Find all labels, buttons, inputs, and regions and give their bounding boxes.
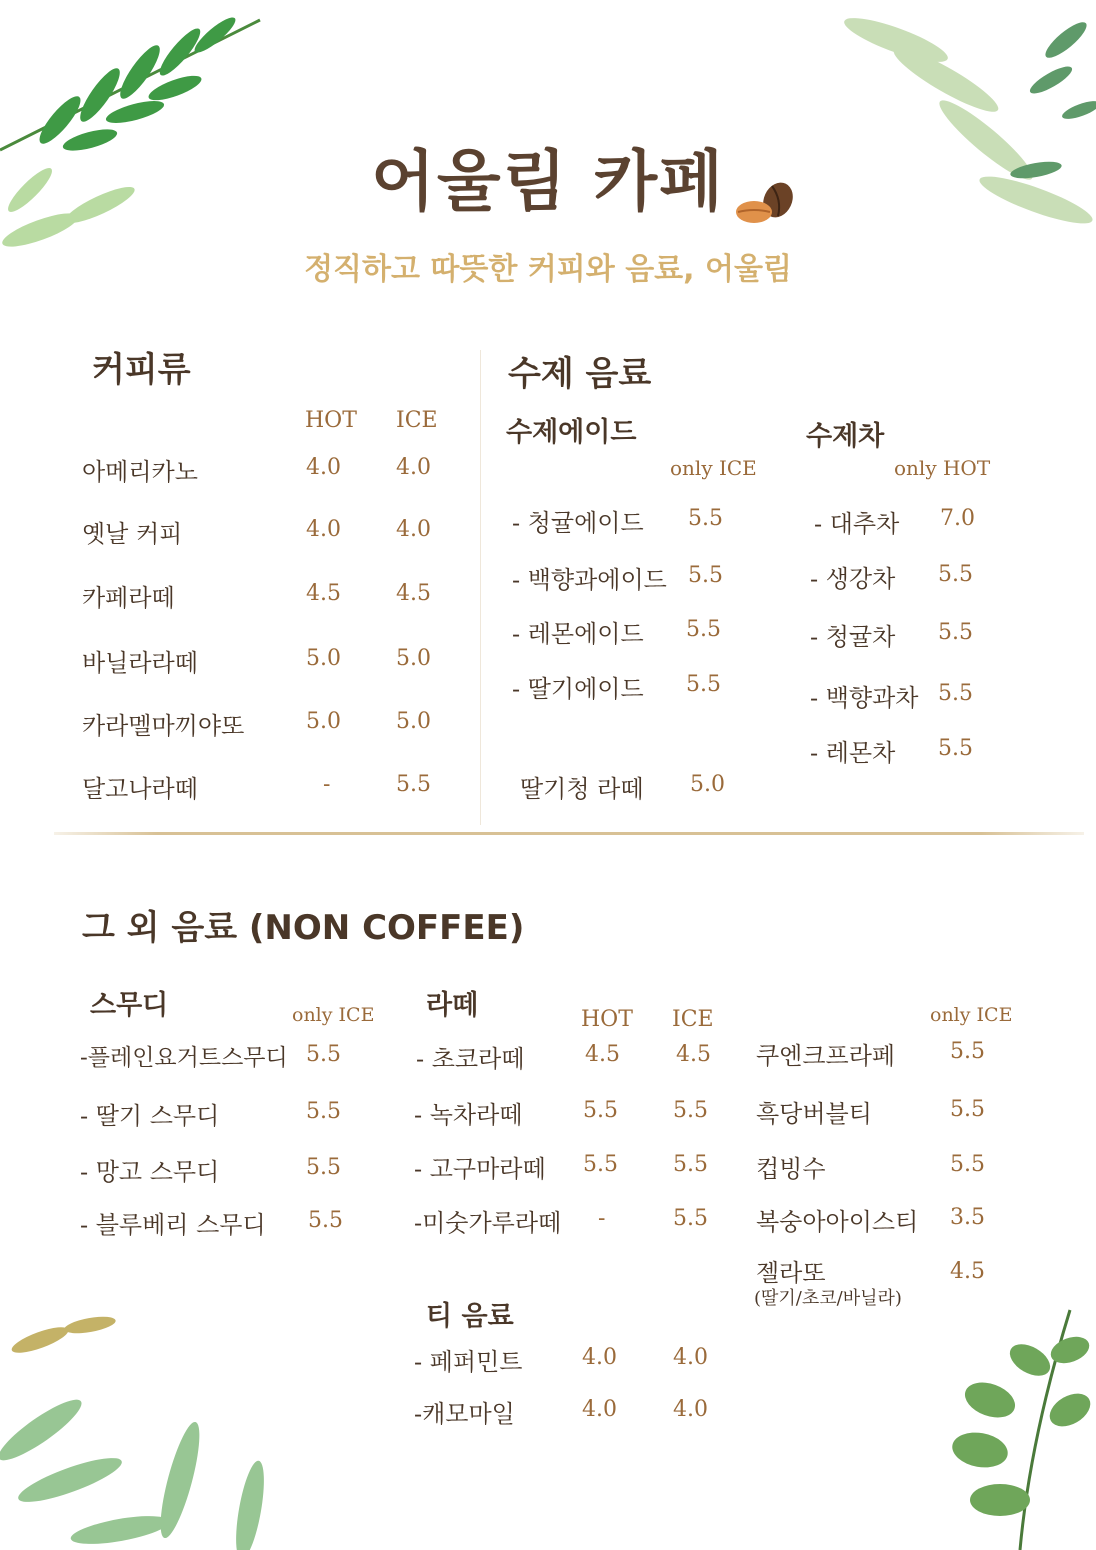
coffee-item-name: 카라멜마끼야또 (82, 712, 245, 740)
leaf-branch-icon (0, 1300, 340, 1550)
tea-item-price: 5.5 (938, 736, 973, 761)
page-title: 어울림 카페 (371, 143, 725, 220)
smoothie-item-name: - 블루베리 스무디 (80, 1211, 266, 1239)
ade-item-price: 5.5 (686, 617, 721, 642)
subtitle: 정직하고 따뜻한 커피와 음료, 어울림 (304, 252, 792, 287)
latte-item-hot: 5.5 (583, 1152, 618, 1177)
latte-item-ice: 4.5 (676, 1042, 711, 1067)
smoothie-item-price: 5.5 (306, 1099, 341, 1124)
tea-heading: 수제차 (806, 421, 885, 452)
noncoffee-heading: 그 외 음료 (NON COFFEE) (82, 908, 525, 948)
coffee-item-hot: - (323, 772, 331, 797)
latte-item-ice: 5.5 (673, 1206, 708, 1231)
coffee-beans-icon (730, 180, 800, 230)
ade-extra-name: 딸기청 라떼 (520, 775, 644, 803)
coffee-heading: 커피류 (92, 350, 191, 390)
coffee-item-ice: 5.0 (396, 646, 431, 671)
coffee-item-ice: 5.0 (396, 709, 431, 734)
coffee-item-hot: 5.0 (306, 709, 341, 734)
coffee-item-ice: 4.5 (396, 581, 431, 606)
others-item-name: 쿠엔크프라페 (756, 1042, 896, 1070)
coffee-item-name: 옛날 커피 (82, 520, 183, 548)
coffee-item-name: 카페라떼 (82, 584, 175, 612)
tea-item-name: - 청귤차 (810, 623, 896, 651)
col-hot-header: HOT (305, 408, 357, 433)
smoothie-item-price: 5.5 (306, 1042, 341, 1067)
smoothie-note: only ICE (292, 1004, 375, 1026)
tea-drink-ice: 4.0 (673, 1345, 708, 1370)
tea-drink-hot: 4.0 (582, 1397, 617, 1422)
coffee-item-hot: 5.0 (306, 646, 341, 671)
tea-item-name: - 생강차 (810, 565, 896, 593)
smoothie-item-name: - 딸기 스무디 (80, 1102, 220, 1130)
tea-item-price: 7.0 (940, 506, 975, 531)
coffee-item-hot: 4.0 (306, 517, 341, 542)
ade-item-name: - 레몬에이드 (512, 620, 644, 648)
others-item-price: 3.5 (950, 1205, 985, 1230)
column-divider (480, 350, 481, 825)
coffee-item-name: 아메리카노 (82, 458, 198, 486)
coffee-item-ice: 4.0 (396, 517, 431, 542)
gelato-flavors: (딸기/초코/바닐라) (754, 1288, 902, 1309)
tea-drinks-heading: 티 음료 (426, 1301, 514, 1332)
ade-note: only ICE (670, 456, 757, 480)
latte-item-ice: 5.5 (673, 1152, 708, 1177)
section-divider (54, 832, 1084, 835)
others-item-price: 5.5 (950, 1039, 985, 1064)
leaf-branch-icon (920, 1290, 1096, 1550)
others-item-name: 컵빙수 (756, 1155, 826, 1183)
latte-col-hot: HOT (581, 1007, 633, 1032)
ade-item-name: - 딸기에이드 (512, 675, 644, 703)
others-item-name: 복숭아아이스티 (756, 1208, 919, 1236)
tea-item-name: - 레몬차 (810, 739, 896, 767)
ade-item-name: - 백향과에이드 (512, 566, 667, 594)
others-item-name: 흑당버블티 (756, 1100, 872, 1128)
tea-item-price: 5.5 (938, 681, 973, 706)
tea-drink-name: - 페퍼민트 (414, 1348, 523, 1376)
latte-col-ice: ICE (672, 1007, 714, 1032)
others-item-name: 젤라또 (756, 1259, 826, 1287)
smoothie-item-price: 5.5 (308, 1208, 343, 1233)
others-item-price: 5.5 (950, 1097, 985, 1122)
tea-note: only HOT (894, 456, 991, 480)
tea-drink-ice: 4.0 (673, 1397, 708, 1422)
latte-item-ice: 5.5 (673, 1098, 708, 1123)
ade-extra-price: 5.0 (690, 772, 725, 797)
latte-heading: 라떼 (426, 990, 479, 1021)
ade-heading: 수제에이드 (506, 417, 637, 448)
coffee-item-ice: 5.5 (396, 772, 431, 797)
others-item-price: 4.5 (950, 1259, 985, 1284)
latte-item-hot: 5.5 (583, 1098, 618, 1123)
ade-item-price: 5.5 (688, 506, 723, 531)
coffee-item-ice: 4.0 (396, 455, 431, 480)
others-note: only ICE (930, 1004, 1013, 1026)
latte-item-name: - 초코라떼 (416, 1045, 525, 1073)
ade-item-name: - 청귤에이드 (512, 509, 644, 537)
latte-item-hot: 4.5 (585, 1042, 620, 1067)
latte-item-name: - 고구마라떼 (414, 1155, 546, 1183)
smoothie-item-name: -플레인요거트스무디 (80, 1045, 288, 1071)
tea-drink-name: -캐모마일 (414, 1400, 515, 1428)
tea-item-price: 5.5 (938, 562, 973, 587)
coffee-item-hot: 4.0 (306, 455, 341, 480)
ade-item-price: 5.5 (688, 563, 723, 588)
tea-item-name: - 대추차 (814, 510, 900, 538)
smoothie-item-price: 5.5 (306, 1155, 341, 1180)
latte-item-hot: - (598, 1206, 606, 1231)
coffee-item-name: 달고나라떼 (82, 775, 198, 803)
latte-item-name: - 녹차라떼 (414, 1101, 523, 1129)
smoothie-heading: 스무디 (90, 990, 169, 1021)
coffee-item-name: 바닐라라떼 (82, 649, 198, 677)
others-item-price: 5.5 (950, 1152, 985, 1177)
latte-item-name: -미숫가루라떼 (414, 1209, 562, 1237)
tea-item-price: 5.5 (938, 620, 973, 645)
handmade-heading: 수제 음료 (508, 354, 652, 394)
tea-item-name: - 백향과차 (810, 684, 919, 712)
coffee-item-hot: 4.5 (306, 581, 341, 606)
ade-item-price: 5.5 (686, 672, 721, 697)
tea-drink-hot: 4.0 (582, 1345, 617, 1370)
col-ice-header: ICE (396, 408, 438, 433)
smoothie-item-name: - 망고 스무디 (80, 1158, 220, 1186)
